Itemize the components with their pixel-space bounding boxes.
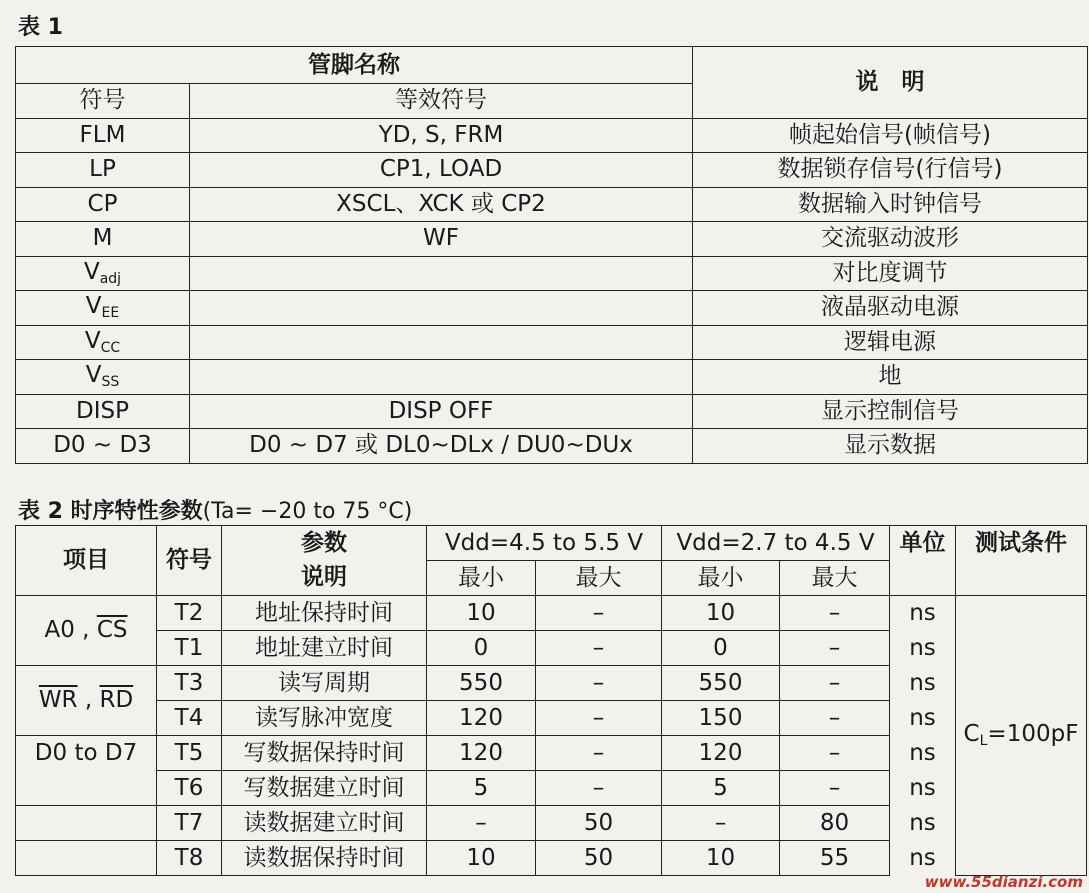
pin-description: 帧起始信号(帧信号) [693,118,1088,153]
header-param: 参数 [222,526,427,561]
header-max: 最大 [780,561,890,596]
timing-description: 读写脉冲宽度 [222,701,427,736]
pin-equivalent [190,325,693,360]
timing-item: D0 to D7 [16,736,157,771]
table-header-row [16,526,1087,561]
table-row [16,325,1088,360]
pin-equivalent: CP1, LOAD [190,153,693,188]
pin-name-table [15,46,1088,464]
pin-symbol: $V_{SS}$ [16,360,190,395]
table-row [16,771,1087,806]
header-vdd-high: Vdd=4.5 to 5.5 V [427,526,662,561]
timing-symbol: T6 [157,771,222,806]
max-value: – [780,701,890,736]
table-row [16,841,1087,876]
table-header-row [16,47,1088,84]
pin-equivalent [190,256,693,291]
pin-symbol: $V_{EE}$ [16,291,190,326]
header-test-condition: 测试条件 [956,526,1087,561]
min-value: – [427,806,536,841]
timing-description: 写数据保持时间 [222,736,427,771]
watermark: www.55dianzi.com [924,873,1083,891]
table2-caption: 表 2 时序特性参数(Ta= −20 to 75 °C) [18,499,413,524]
table-row [16,701,1087,736]
timing-description: 地址建立时间 [222,631,427,666]
pin-description: 显示控制信号 [693,394,1088,429]
pin-symbol: M [16,222,190,257]
pin-equivalent: XSCL、XCK 或 CP2 [190,187,693,222]
max-value: – [536,701,662,736]
header-cond-blank [956,561,1087,596]
header-description: 说 明 [693,47,1088,119]
max-value: – [536,631,662,666]
header-pin-name: 管脚名称 [16,47,693,84]
max-value: – [780,631,890,666]
pin-equivalent [190,360,693,395]
min-value: 120 [427,736,536,771]
table-row [16,187,1088,222]
table-row [16,222,1088,257]
unit: ns [890,841,956,876]
pin-description: 逻辑电源 [693,325,1088,360]
min-value: – [662,806,780,841]
min-value: 10 [662,841,780,876]
timing-item [16,806,157,841]
header-symbol: 符号 [16,84,190,119]
pin-equivalent: D0 ~ D7 或 DL0~DLx / DU0~DUx [190,429,693,464]
header-equivalent-symbol: 等效符号 [190,84,693,119]
header-unit-blank [890,561,956,596]
min-value: 10 [427,841,536,876]
timing-symbol: T4 [157,701,222,736]
header-min: 最小 [662,561,780,596]
min-value: 5 [427,771,536,806]
max-value: 50 [536,841,662,876]
min-value: 10 [427,596,536,631]
pin-description: 数据锁存信号(行信号) [693,153,1088,188]
table-row [16,291,1088,326]
table-row [16,394,1088,429]
pin-description: 显示数据 [693,429,1088,464]
max-value: 55 [780,841,890,876]
min-value: 0 [427,631,536,666]
pin-equivalent [190,291,693,326]
unit: ns [890,771,956,806]
max-value: – [780,736,890,771]
table-row [16,736,1087,771]
max-value: 80 [780,806,890,841]
header-unit: 单位 [890,526,956,561]
table-row [16,118,1088,153]
timing-item: $\overline{WR}$ , $\overline{RD}$ [16,666,157,736]
header-item: 项目 [16,526,157,596]
timing-description: 读数据建立时间 [222,806,427,841]
unit: ns [890,736,956,771]
min-value: 5 [662,771,780,806]
timing-description: 地址保持时间 [222,596,427,631]
min-value: 550 [662,666,780,701]
timing-symbol: T1 [157,631,222,666]
max-value: 50 [536,806,662,841]
pin-symbol: CP [16,187,190,222]
max-value: – [536,736,662,771]
pin-description: 地 [693,360,1088,395]
timing-symbol: T7 [157,806,222,841]
timing-description: 读写周期 [222,666,427,701]
table-row [16,360,1088,395]
table-row [16,806,1087,841]
table-row [16,256,1088,291]
pin-description: 液晶驱动电源 [693,291,1088,326]
pin-symbol: LP [16,153,190,188]
unit: ns [890,701,956,736]
test-condition: $C_L=100pF$ [956,596,1087,876]
pin-symbol: $V_{adj}$ [16,256,190,291]
pin-symbol: D0 ~ D3 [16,429,190,464]
timing-item [16,841,157,876]
table-row [16,631,1087,666]
unit: ns [890,806,956,841]
min-value: 150 [662,701,780,736]
min-value: 120 [662,736,780,771]
min-value: 550 [427,666,536,701]
timing-symbol: T5 [157,736,222,771]
max-value: – [536,666,662,701]
table1-caption: 表 1 [18,15,63,40]
timing-symbol: T3 [157,666,222,701]
timing-item [16,771,157,806]
max-value: – [536,596,662,631]
header-param-desc: 说明 [222,561,427,596]
timing-symbol: T8 [157,841,222,876]
unit: ns [890,596,956,631]
header-symbol: 符号 [157,526,222,596]
timing-description: 写数据建立时间 [222,771,427,806]
pin-symbol: FLM [16,118,190,153]
pin-equivalent: WF [190,222,693,257]
unit: ns [890,666,956,701]
table-row [16,596,1087,631]
max-value: – [780,596,890,631]
timing-symbol: T2 [157,596,222,631]
header-max: 最大 [536,561,662,596]
min-value: 0 [662,631,780,666]
timing-description: 读数据保持时间 [222,841,427,876]
min-value: 120 [427,701,536,736]
pin-equivalent: DISP OFF [190,394,693,429]
min-value: 10 [662,596,780,631]
max-value: – [780,666,890,701]
pin-description: 数据输入时钟信号 [693,187,1088,222]
pin-description: 对比度调节 [693,256,1088,291]
table-row [16,429,1088,464]
table-row [16,153,1088,188]
max-value: – [536,771,662,806]
timing-table [15,525,1087,876]
pin-symbol: DISP [16,394,190,429]
header-vdd-low: Vdd=2.7 to 4.5 V [662,526,890,561]
pin-equivalent: YD, S, FRM [190,118,693,153]
timing-item: A0 , $\overline{CS}$ [16,596,157,666]
pin-symbol: $V_{CC}$ [16,325,190,360]
pin-description: 交流驱动波形 [693,222,1088,257]
max-value: – [780,771,890,806]
unit: ns [890,631,956,666]
header-min: 最小 [427,561,536,596]
table-row [16,666,1087,701]
